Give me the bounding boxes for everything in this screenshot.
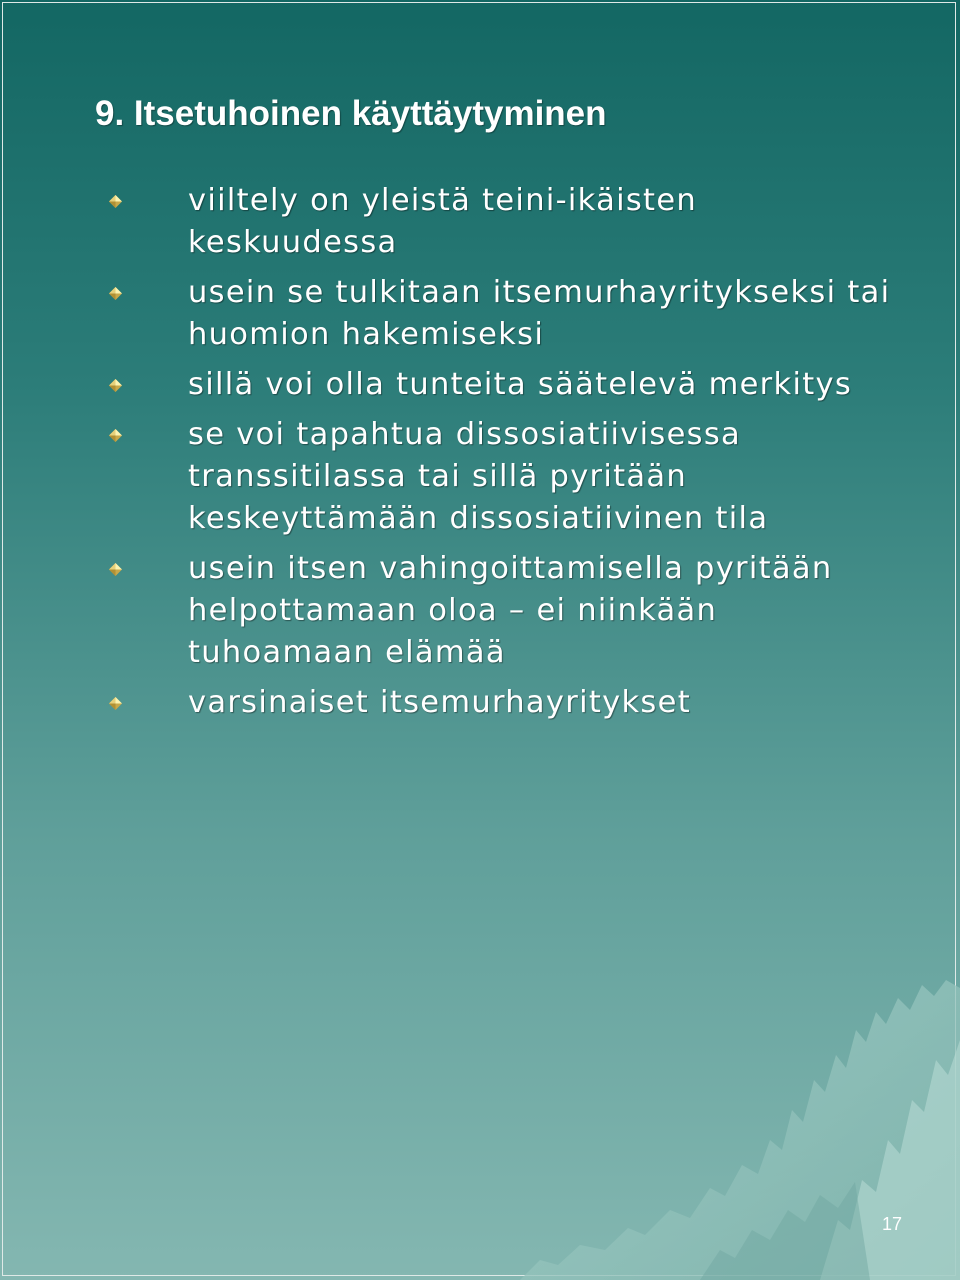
list-item xyxy=(105,180,905,264)
list-item xyxy=(105,272,905,356)
diamond-bullet-icon xyxy=(109,195,122,208)
diamond-bullet-icon xyxy=(109,697,122,710)
list-item xyxy=(105,364,905,406)
bullet-text: se voi tapahtua dissosiatiivisessa transsitilassa tai sillä pyritään keskeyttämään dissosiatiivinen tila xyxy=(188,417,769,536)
bullet-text: usein itsen vahingoittamisella pyritään helpottamaan oloa – ei niinkään tuhoamaan elämää xyxy=(188,551,833,670)
list-item xyxy=(105,548,905,674)
bullet-text: varsinaiset itsemurhayritykset xyxy=(188,685,691,720)
bullet-text: viiltely on yleistä teini-ikäisten keskuudessa xyxy=(188,183,698,260)
bullet-text: sillä voi olla tunteita säätelevä merkitys xyxy=(188,367,853,402)
diamond-bullet-icon xyxy=(109,563,122,576)
diamond-bullet-icon xyxy=(109,379,122,392)
bullet-list xyxy=(105,180,905,732)
diamond-bullet-icon xyxy=(109,429,122,442)
bullet-text: usein se tulkitaan itsemurhayritykseksi tai huomion hakemiseksi xyxy=(188,275,891,352)
list-item xyxy=(105,682,905,724)
diamond-bullet-icon xyxy=(109,287,122,300)
slide-title: 9. Itsetuhoinen käyttäytyminen xyxy=(95,94,607,133)
page-number: 17 xyxy=(881,1214,902,1234)
list-item xyxy=(105,414,905,540)
